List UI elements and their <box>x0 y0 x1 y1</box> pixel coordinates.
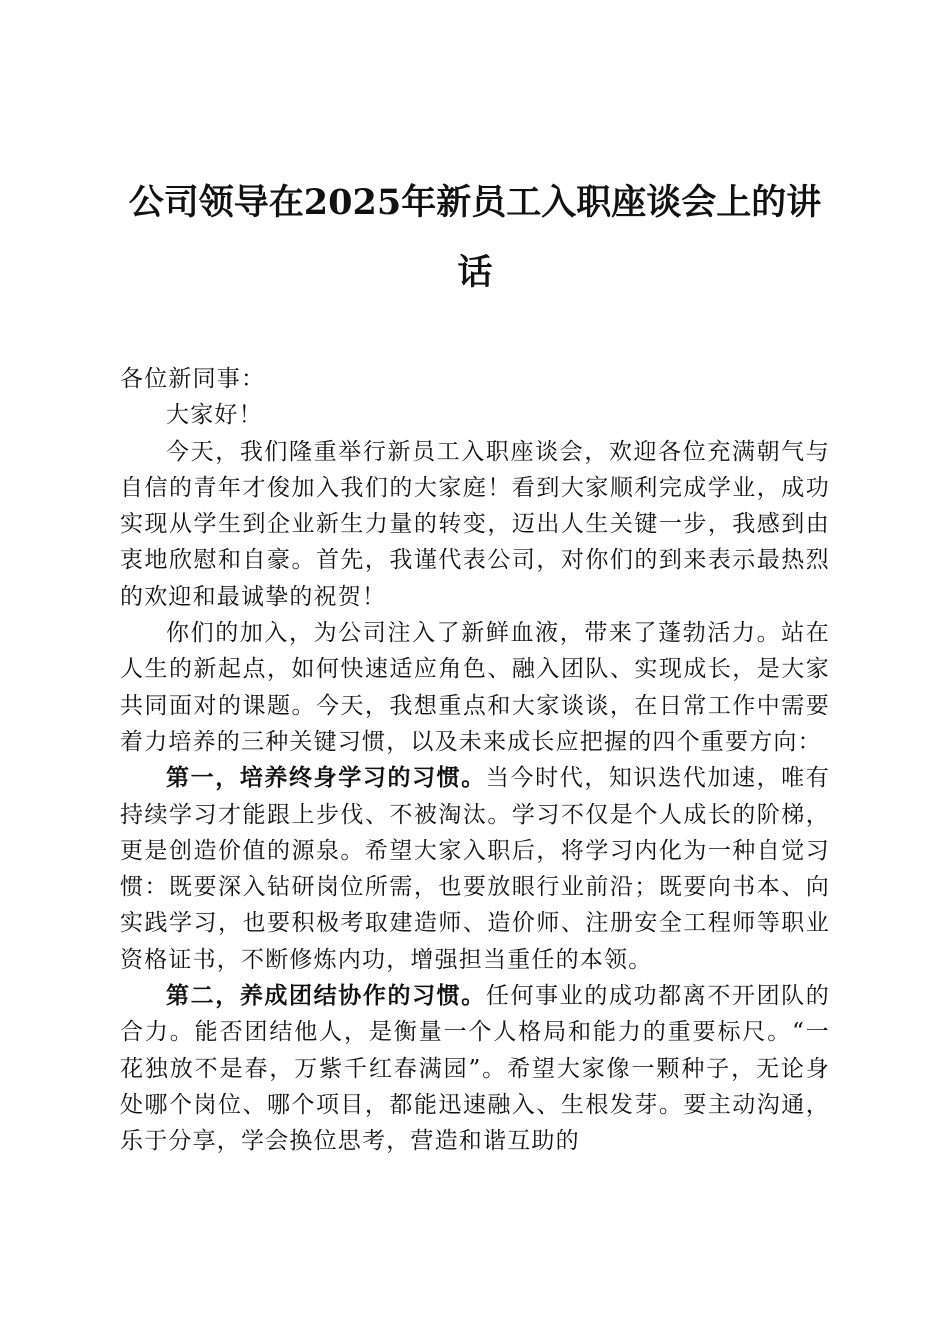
paragraph-welcome <box>120 434 830 615</box>
salutation: 各位新同事： <box>120 366 266 392</box>
greeting: 大家好！ <box>166 402 263 429</box>
paragraph-point-one <box>120 760 830 978</box>
paragraph-lead: 第一，培养终身学习的习惯。 <box>166 765 486 792</box>
paragraph-text: 任何事业的成功都离不开团队的合力。能否团结他人，是衡量一个人格局和能力的重要标尺。“一花独放不是春，万紫千红春满园”。希望大家像一颗种子，无论身处哪个岗位、哪个项目，都能迅速融入、生根发芽。要主动沟通，乐于分享，学会换位思考，营造和谐互助的 <box>120 983 830 1155</box>
document-title: 公司领导在2025年新员工入职座谈会上的讲话 <box>128 182 822 293</box>
paragraph-point-two <box>120 978 830 1159</box>
document-body <box>120 361 830 1160</box>
paragraph-lead: 第二，养成团结协作的习惯。 <box>166 983 486 1010</box>
paragraph-intro <box>120 615 830 760</box>
paragraph-text: 当今时代，知识迭代加速，唯有持续学习才能跟上步伐、不被淘汰。学习不仅是个人成长的阶梯，更是创造价值的源泉。希望大家入职后，将学习内化为一种自觉习惯：既要深入钻研岗位所需，也要放眼行业前沿；既要向书本、向实践学习，也要积极考取建造师、造价师、注册安全工程师等职业资格证书，不断修炼内功，增强担当重任的本领。 <box>120 765 830 973</box>
paragraph-text: 今天，我们隆重举行新员工入职座谈会，欢迎各位充满朝气与自信的青年才俊加入我们的大家庭！看到大家顺利完成学业，成功实现从学生到企业新生力量的转变，迈出人生关键一步，我感到由衷地欣慰和自豪。首先，我谨代表公司，对你们的到来表示最热烈的欢迎和最诚挚的祝贺！ <box>120 438 830 610</box>
paragraph-text: 你们的加入，为公司注入了新鲜血液，带来了蓬勃活力。站在人生的新起点，如何快速适应角色、融入团队、实现成长，是大家共同面对的课题。今天，我想重点和大家谈谈，在日常工作中需要着力培养的三种关键习惯，以及未来成长应把握的四个重要方向： <box>120 620 830 755</box>
